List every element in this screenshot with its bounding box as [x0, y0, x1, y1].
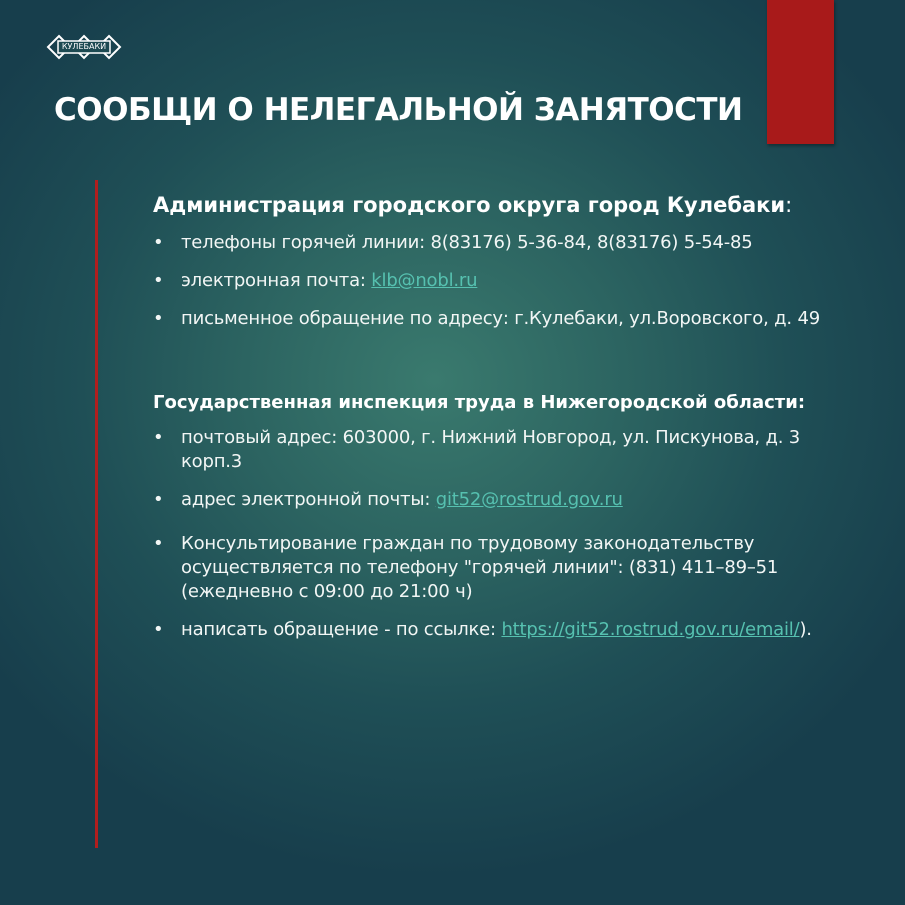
heading-text: Администрация городского округа город Кулебаки — [153, 193, 786, 217]
list-item-email — [153, 488, 833, 512]
bullet-icon: • — [153, 619, 164, 640]
administration-contacts-list — [153, 231, 833, 331]
list-item-postal-address — [153, 307, 833, 331]
bullet-icon: • — [153, 533, 164, 554]
item-text: написать обращение - по ссылке: — [181, 619, 502, 640]
item-text: электронная почта: — [181, 270, 372, 291]
list-item-hotline — [153, 231, 833, 255]
logo-text: КУЛЕБАКИ — [61, 42, 107, 51]
bullet-icon: • — [153, 308, 164, 329]
labor-inspection-contacts-list — [153, 426, 833, 642]
appeal-url-link[interactable]: https://git52.rostrud.gov.ru/email/ — [501, 619, 800, 640]
item-text: письменное обращение по адресу: г.Кулебаки, ул.Воровского, д. 49 — [181, 308, 820, 329]
item-text: телефоны горячей линии: 8(83176) 5-36-84, 8(83176) 5-54-85 — [181, 232, 753, 253]
bullet-icon: • — [153, 232, 164, 253]
page-title: СООБЩИ О НЕЛЕГАЛЬНОЙ ЗАНЯТОСТИ — [54, 92, 743, 128]
list-item-appeal-link — [153, 618, 833, 642]
kulebaki-logo — [46, 34, 122, 60]
red-vertical-divider — [95, 180, 98, 848]
item-text: адрес электронной почты: — [181, 489, 436, 510]
list-item-consultation — [153, 532, 833, 604]
item-text: Консультирование граждан по трудовому законодательству осуществляется по телефону "горячей линии": (831) 411–89–51 (ежедневно с 09:00 до 21:00 ч) — [181, 533, 779, 602]
email-link[interactable]: klb@nobl.ru — [371, 270, 478, 291]
item-suffix: ). — [799, 619, 812, 640]
content — [153, 190, 833, 656]
heading-suffix: : — [785, 193, 793, 217]
list-item-postal-address — [153, 426, 833, 474]
section-heading-administration — [153, 190, 833, 221]
bullet-icon: • — [153, 489, 164, 510]
bullet-icon: • — [153, 427, 164, 448]
list-item-email — [153, 269, 833, 293]
item-text: почтовый адрес: 603000, г. Нижний Новгород, ул. Пискунова, д. 3 корп.3 — [181, 427, 801, 472]
email-link[interactable]: git52@rostrud.gov.ru — [435, 489, 623, 510]
bullet-icon: • — [153, 270, 164, 291]
red-accent-bar — [767, 0, 834, 144]
section-heading-labor-inspection: Государственная инспекция труда в Нижегородской области: — [153, 392, 806, 413]
